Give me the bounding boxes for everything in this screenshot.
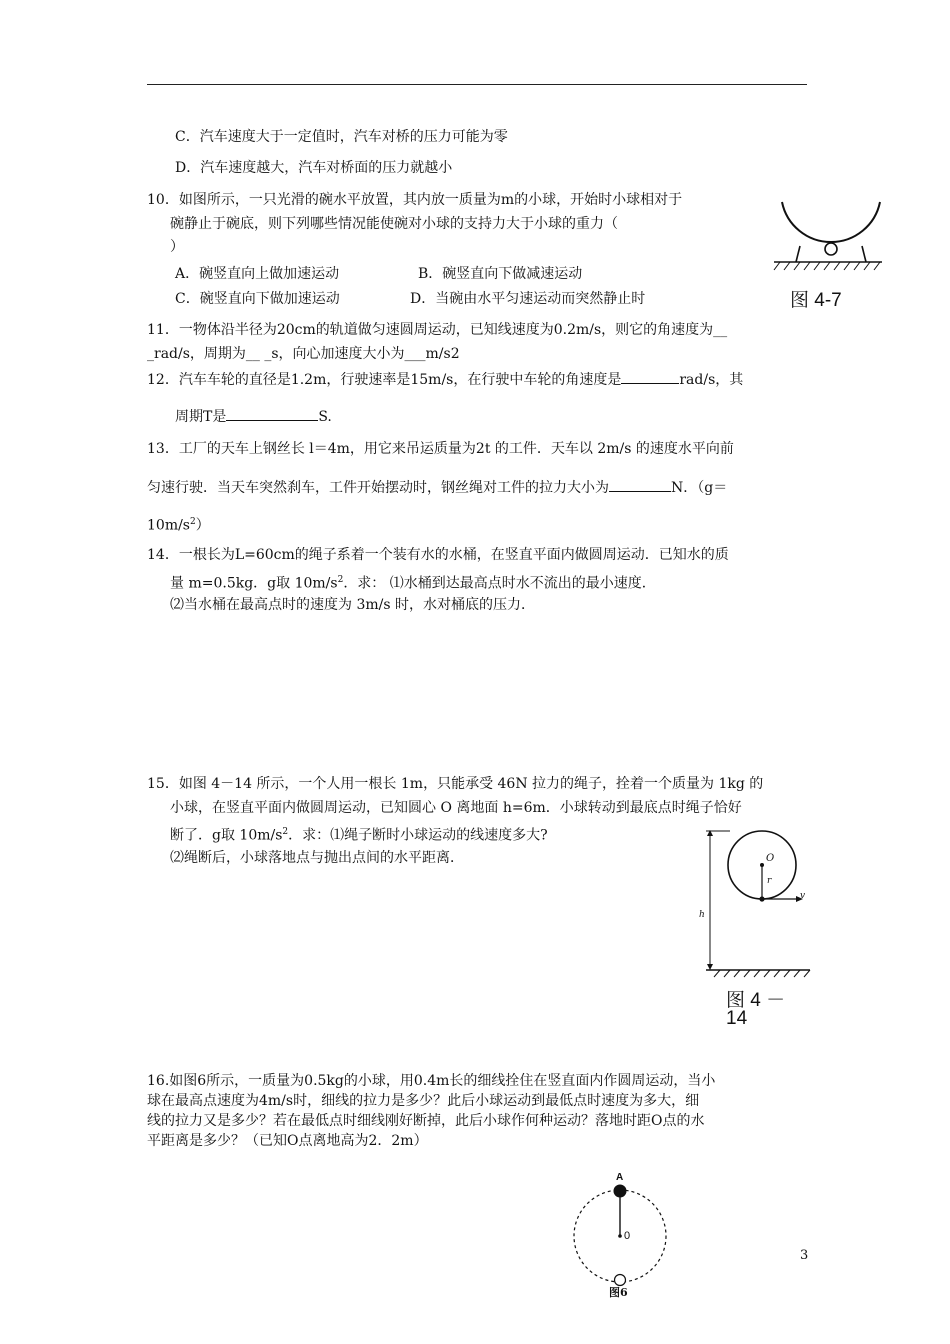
q14-line2-sup: 2 [337, 575, 344, 585]
q15-line3-text: 断了．g取 10m/s [170, 827, 283, 844]
q15-line3 [170, 822, 548, 846]
q13-blank [609, 477, 671, 492]
q13-line2 [147, 477, 727, 498]
q16-figure-label: 图6 [609, 1286, 628, 1299]
header-rule [147, 84, 807, 85]
q12-line1-text: 12．汽车车轮的直径是1.2m，行驶速率是15m/s，在行驶中车轮的角速度是 [147, 372, 622, 388]
q15-line4: ⑵绳断后，小球落地点与抛出点间的水平距离． [170, 850, 464, 866]
q12-line2 [175, 406, 332, 427]
q15-fig-v: v [800, 891, 806, 901]
q10-option-c: C．碗竖直向下做加速运动 [175, 291, 340, 307]
q15-fig-h: h [699, 910, 705, 920]
q16-fig-a: A [616, 1172, 624, 1183]
q13-line1: 13．工厂的天车上钢丝长 l＝4m，用它来吊运质量为2t 的工件．天车以 2m/s 的速度水平向前 [147, 441, 734, 457]
q15-line1: 15．如图 4－14 所示，一个人用一根长 1m，只能承受 46N 拉力的绳子，拴着一个质量为 1kg 的 [147, 776, 764, 792]
q13-line3 [147, 512, 210, 536]
q10-figure-label: 图 4-7 [790, 290, 842, 311]
q14-line2 [170, 570, 656, 594]
q12-line2-tail: S. [318, 409, 332, 425]
q15-line3-sup: 2 [282, 827, 289, 837]
q16-line1: 16.如图6所示，一质量为0.5kg的小球，用0.4m长的细线拴住在竖直面内作圆周运动，当小 [147, 1073, 716, 1089]
q12-line1 [147, 369, 743, 390]
q9-option-d: D．汽车速度越大，汽车对桥面的压力就越小 [175, 160, 453, 176]
q16-line4: 平距离是多少？（已知O点离地高为2．2m） [147, 1133, 428, 1149]
q16-line2: 球在最高点速度为4m/s时，细线的拉力是多少？此后小球运动到最低点时速度为多大，细 [147, 1093, 700, 1109]
q15-fig-r: r [767, 876, 772, 886]
bowl-figure [770, 196, 890, 274]
q16-fig-o: 0 [624, 1230, 631, 1242]
q14-line2-tail: ．求： ⑴水桶到达最高点时水不流出的最小速度． [343, 575, 656, 592]
q12-line2-text: 周期T是 [175, 409, 227, 425]
q15-line2: 小球，在竖直平面内做圆周运动，已知圆心 O 离地面 h=6m．小球转动到最底点时绳子恰好 [170, 800, 742, 816]
q16-line3: 线的拉力又是多少？若在最低点时细线刚好断掉，此后小球作何种运动？落地时距O点的水 [147, 1113, 705, 1129]
q15-fig-o: O [766, 853, 775, 864]
q10-option-d: D．当碗由水平匀速运动而突然静止时 [410, 291, 646, 307]
q15-figure-label-2: 14 [726, 1008, 748, 1029]
q10-line2: 碗静止于碗底，则下列哪些情况能使碗对小球的支持力大于小球的重力（ [170, 216, 618, 232]
q10-line3: ） [170, 239, 184, 255]
q15-line3-tail: ．求：⑴绳子断时小球运动的线速度多大? [288, 827, 548, 844]
q15-figure-label-1: 图 4 － [726, 990, 786, 1011]
q14-line1: 14．一根长为L=60cm的绳子系着一个装有水的水桶，在竖直平面内做圆周运动．已知水的质 [147, 547, 729, 563]
q13-line3-tail: ） [195, 517, 210, 534]
circle-height-figure [690, 822, 816, 984]
vertical-circle-figure [568, 1176, 672, 1288]
q11-line1: 11．一物体沿半径为20cm的轨道做匀速圆周运动，已知线速度为0.2m/s，则它的角速度为__ [147, 322, 728, 338]
q13-line3-text: 10m/s [147, 517, 190, 534]
q11-line2: _rad/s，周期为__ _s，向心加速度大小为___m/s2 [147, 346, 460, 362]
q14-line3: ⑵当水桶在最高点时的速度为 3m/s 时，水对桶底的压力． [170, 597, 535, 613]
q14-line2-text: 量 m=0.5kg．g取 10m/s [170, 575, 338, 592]
q12-blank-2 [226, 406, 318, 421]
q12-line1-tail: rad/s，其 [679, 372, 744, 388]
page-number: 3 [800, 1248, 809, 1263]
q10-line1: 10．如图所示，一只光滑的碗水平放置，其内放一质量为m的小球，开始时小球相对于 [147, 192, 683, 208]
q10-option-a: A．碗竖直向上做加速运动 [175, 266, 340, 282]
q13-line3-sup: 2 [190, 517, 196, 527]
q10-option-b: B．碗竖直向下做减速运动 [418, 266, 583, 282]
q12-blank-1 [621, 369, 679, 384]
q13-line2-text: 匀速行驶．当天车突然刹车，工件开始摆动时，钢丝绳对工件的拉力大小为 [147, 480, 609, 496]
q13-line2-tail: N．（g＝ [671, 480, 728, 496]
q9-option-c: C．汽车速度大于一定值时，汽车对桥的压力可能为零 [175, 129, 508, 145]
